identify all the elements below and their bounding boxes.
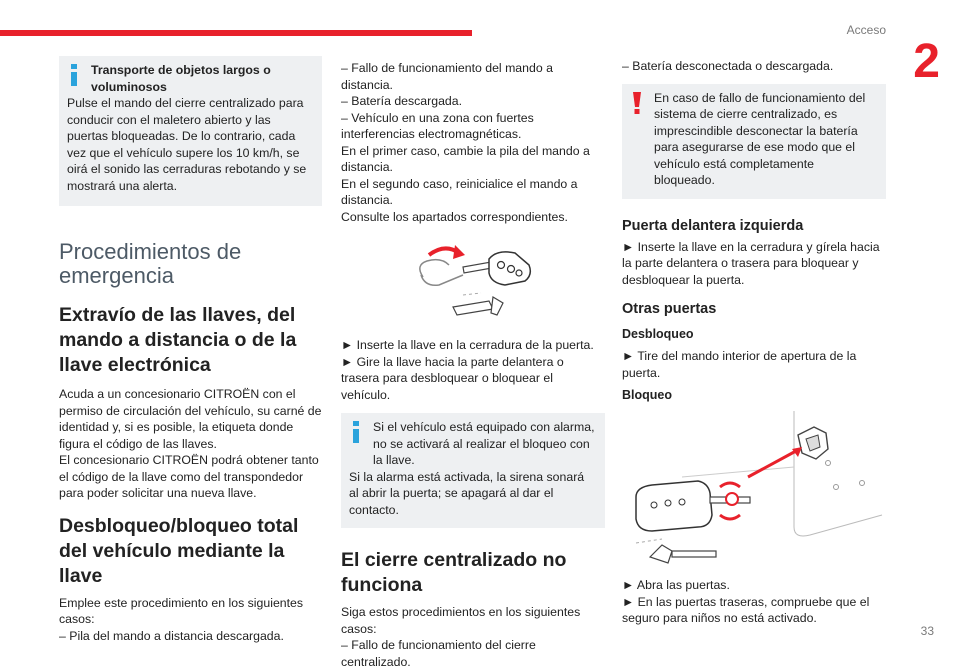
front-left-step: ► Inserte la llave en la cerradura y gírela hacia la parte delantera o trasera para bloquear y desbloquear la puerta. [622, 239, 880, 287]
alarm-note-line1: Si el vehículo está equipado con alarma, no se activará al realizar el bloqueo con la llave. [373, 420, 595, 467]
warning-text: En caso de fallo de funcionamiento del sistema de cierre centralizado, es imprescindible desconectar la batería para asegurarse de ese modo que el vehículo está completamente bloqueado. [654, 90, 866, 187]
lost-keys-p1: Acuda a un concesionario CITROËN con el permiso de circulación del vehículo, su carné de identidad y, si es posible, la etiqueta donde figura el código de las llaves. [59, 387, 322, 451]
second-case: En el segundo caso, reinicialice el mando a distancia. [341, 176, 578, 207]
page-number: 33 [920, 624, 934, 638]
unlock-case-1: – Pila del mando a distancia descargada. [59, 628, 284, 643]
chapter-number: 2 [913, 35, 940, 88]
key-in-door-lock-illustration [393, 235, 553, 325]
lock-step-open-doors: ► Abra las puertas. [622, 578, 730, 592]
alarm-note-line2: Si la alarma está activada, la sirena sonará al abrir la puerta; se apagará al dar el contacto. [349, 469, 585, 517]
first-case: En el primer caso, cambie la pila del mando a distancia. [341, 143, 590, 174]
lost-keys-p2: El concesionario CITROËN podrá obtener tanto el código de la llave como del transpondedor para poder solicitar una nueva llave. [59, 453, 319, 500]
note-title: Transporte de objetos largos o voluminosos [91, 63, 271, 94]
section-title: Acceso [846, 23, 886, 37]
column-left [59, 56, 322, 644]
heading-unlock-total: Desbloqueo/bloqueo total del vehículo mediante la llave [59, 514, 299, 587]
unlock-step: ► Tire del mando interior de apertura de la puerta. [622, 349, 857, 380]
case-battery: – Batería descargada. [341, 94, 462, 108]
case-battery-disconnected: – Batería desconectada o descargada. [622, 59, 834, 73]
heading-front-left-door: Puerta delantera izquierda [622, 217, 804, 234]
info-note-alarm [341, 413, 605, 528]
step-turn-key: ► Gire la llave hacia la parte delantera o trasera para desbloquear o bloquear el vehículo. [341, 354, 564, 402]
header-accent-bar [0, 30, 472, 36]
heading-lost-keys: Extravío de las llaves, del mando a distancia o de la llave electrónica [59, 304, 297, 376]
heading-procedures: Procedimientos de emergencia [59, 239, 242, 288]
info-icon [349, 421, 363, 443]
heading-unlock: Desbloqueo [622, 327, 694, 341]
warning-note [622, 84, 886, 199]
note-body: Pulse el mando del cierre centralizado para conducir con el maletero abierto y las puertas bloqueadas. De lo contrario, cada vez que el vehículo supere los 10 km/h, se oirá el sonido las cerraduras rebotando y se mostrará una alerta. [67, 96, 307, 193]
info-note-long-objects [59, 56, 322, 206]
info-icon [67, 64, 81, 86]
see-sections: Consulte los apartados correspondientes. [341, 209, 568, 224]
heading-lock: Bloqueo [622, 388, 672, 402]
warning-icon [630, 92, 644, 114]
unlock-intro: Emplee este procedimiento en los siguientes casos: [59, 595, 304, 626]
central-intro: Siga estos procedimientos en los siguientes casos: [341, 605, 581, 636]
case-remote-fault: – Fallo de funcionamiento del mando a distancia. [341, 61, 553, 92]
step-insert-key: ► Inserte la llave en la cerradura de la puerta. [341, 338, 594, 352]
central-case-1: – Fallo de funcionamiento del cierre centralizado. [341, 638, 536, 669]
column-right [622, 58, 886, 627]
case-interference: – Vehículo en una zona con fuertes interferencias electromagnéticas. [341, 110, 534, 141]
heading-central-locking: El cierre centralizado no funciona [341, 549, 567, 596]
lock-step-child-lock: ► En las puertas traseras, compruebe que el seguro para niños no está activado. [622, 594, 870, 625]
column-middle [341, 60, 605, 670]
child-lock-key-illustration [622, 407, 886, 575]
heading-other-doors: Otras puertas [622, 301, 717, 317]
